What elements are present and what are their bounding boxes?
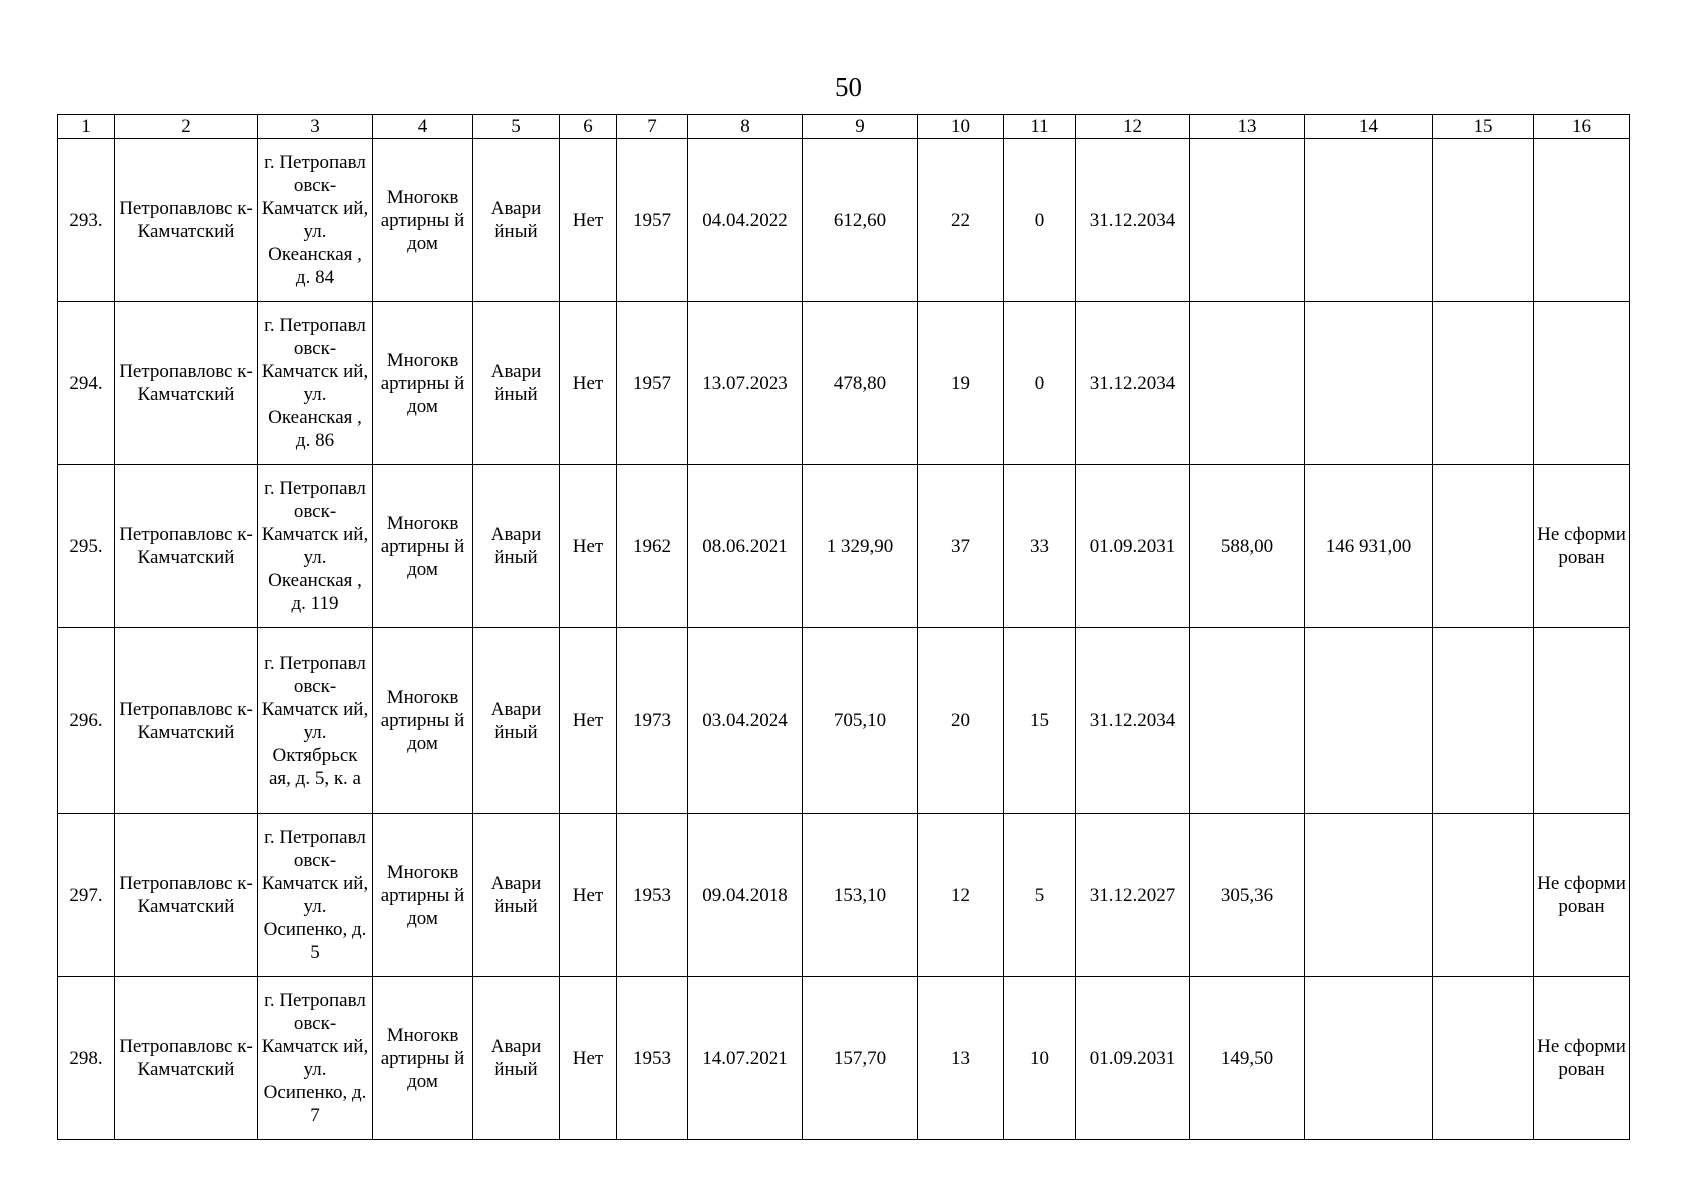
area-cell: 705,10 [803, 628, 918, 814]
area-cell: 612,60 [803, 139, 918, 302]
building-type-cell: Многокв артирны й дом [373, 302, 473, 465]
col15-cell [1433, 814, 1534, 977]
col10-cell: 12 [918, 814, 1004, 977]
table-row [58, 465, 1630, 628]
address-cell: г. Петропавл овск-Камчатск ий, ул. Октябрьск ая, д. 5, к. а [258, 628, 373, 814]
col16-cell: Не сформи рован [1534, 814, 1630, 977]
table-row [58, 628, 1630, 814]
col15-cell [1433, 465, 1534, 628]
year-cell: 1953 [617, 977, 688, 1140]
housing-registry-table [57, 114, 1630, 1140]
column-header: 14 [1305, 115, 1433, 139]
municipality-cell: Петропавловс к-Камчатский [115, 465, 258, 628]
deadline-date-cell: 31.12.2034 [1076, 302, 1190, 465]
municipality-cell: Петропавловс к-Камчатский [115, 302, 258, 465]
year-cell: 1953 [617, 814, 688, 977]
col13-cell: 305,36 [1190, 814, 1305, 977]
col13-cell [1190, 302, 1305, 465]
col6-cell: Нет [560, 139, 617, 302]
condition-cell: Авари йный [473, 302, 560, 465]
row-number-cell: 296. [58, 628, 115, 814]
column-header: 12 [1076, 115, 1190, 139]
recognition-date-cell: 14.07.2021 [688, 977, 803, 1140]
column-header: 7 [617, 115, 688, 139]
area-cell: 153,10 [803, 814, 918, 977]
area-cell: 1 329,90 [803, 465, 918, 628]
building-type-cell: Многокв артирны й дом [373, 814, 473, 977]
column-header: 9 [803, 115, 918, 139]
column-header: 3 [258, 115, 373, 139]
col16-cell [1534, 139, 1630, 302]
deadline-date-cell: 31.12.2027 [1076, 814, 1190, 977]
table-row [58, 814, 1630, 977]
col11-cell: 5 [1004, 814, 1076, 977]
col11-cell: 10 [1004, 977, 1076, 1140]
condition-cell: Авари йный [473, 465, 560, 628]
col11-cell: 0 [1004, 302, 1076, 465]
col14-cell [1305, 302, 1433, 465]
col14-cell: 146 931,00 [1305, 465, 1433, 628]
column-number-header-row [58, 115, 1630, 139]
col15-cell [1433, 139, 1534, 302]
col13-cell: 588,00 [1190, 465, 1305, 628]
col11-cell: 15 [1004, 628, 1076, 814]
col11-cell: 33 [1004, 465, 1076, 628]
municipality-cell: Петропавловс к-Камчатский [115, 814, 258, 977]
condition-cell: Авари йный [473, 977, 560, 1140]
building-type-cell: Многокв артирны й дом [373, 139, 473, 302]
deadline-date-cell: 31.12.2034 [1076, 139, 1190, 302]
col6-cell: Нет [560, 628, 617, 814]
column-header: 11 [1004, 115, 1076, 139]
table-row [58, 139, 1630, 302]
column-header: 15 [1433, 115, 1534, 139]
deadline-date-cell: 01.09.2031 [1076, 977, 1190, 1140]
address-cell: г. Петропавл овск-Камчатск ий, ул. Океанская , д. 119 [258, 465, 373, 628]
address-cell: г. Петропавл овск-Камчатск ий, ул. Океанская , д. 86 [258, 302, 373, 465]
column-header: 6 [560, 115, 617, 139]
col10-cell: 13 [918, 977, 1004, 1140]
municipality-cell: Петропавловс к-Камчатский [115, 977, 258, 1140]
col14-cell [1305, 628, 1433, 814]
address-cell: г. Петропавл овск-Камчатск ий, ул. Океанская , д. 84 [258, 139, 373, 302]
page-number: 50 [835, 72, 862, 102]
col15-cell [1433, 628, 1534, 814]
recognition-date-cell: 08.06.2021 [688, 465, 803, 628]
col6-cell: Нет [560, 465, 617, 628]
column-header: 5 [473, 115, 560, 139]
building-type-cell: Многокв артирны й дом [373, 465, 473, 628]
col10-cell: 20 [918, 628, 1004, 814]
column-header: 13 [1190, 115, 1305, 139]
area-cell: 478,80 [803, 302, 918, 465]
condition-cell: Авари йный [473, 139, 560, 302]
condition-cell: Авари йный [473, 628, 560, 814]
col14-cell [1305, 977, 1433, 1140]
row-number-cell: 294. [58, 302, 115, 465]
recognition-date-cell: 04.04.2022 [688, 139, 803, 302]
col6-cell: Нет [560, 814, 617, 977]
municipality-cell: Петропавловс к-Камчатский [115, 628, 258, 814]
row-number-cell: 297. [58, 814, 115, 977]
column-header: 16 [1534, 115, 1630, 139]
recognition-date-cell: 13.07.2023 [688, 302, 803, 465]
col13-cell: 149,50 [1190, 977, 1305, 1140]
col11-cell: 0 [1004, 139, 1076, 302]
year-cell: 1957 [617, 139, 688, 302]
building-type-cell: Многокв артирны й дом [373, 628, 473, 814]
col16-cell [1534, 302, 1630, 465]
row-number-cell: 295. [58, 465, 115, 628]
col13-cell [1190, 139, 1305, 302]
col15-cell [1433, 302, 1534, 465]
table-row [58, 977, 1630, 1140]
col13-cell [1190, 628, 1305, 814]
year-cell: 1973 [617, 628, 688, 814]
building-type-cell: Многокв артирны й дом [373, 977, 473, 1140]
table-row [58, 302, 1630, 465]
col16-cell: Не сформи рован [1534, 977, 1630, 1140]
col15-cell [1433, 977, 1534, 1140]
condition-cell: Авари йный [473, 814, 560, 977]
col14-cell [1305, 814, 1433, 977]
column-header: 1 [58, 115, 115, 139]
row-number-cell: 298. [58, 977, 115, 1140]
address-cell: г. Петропавл овск-Камчатск ий, ул. Осипенко, д. 5 [258, 814, 373, 977]
row-number-cell: 293. [58, 139, 115, 302]
address-cell: г. Петропавл овск-Камчатск ий, ул. Осипенко, д. 7 [258, 977, 373, 1140]
col6-cell: Нет [560, 977, 617, 1140]
year-cell: 1957 [617, 302, 688, 465]
col16-cell: Не сформи рован [1534, 465, 1630, 628]
col14-cell [1305, 139, 1433, 302]
area-cell: 157,70 [803, 977, 918, 1140]
year-cell: 1962 [617, 465, 688, 628]
column-header: 4 [373, 115, 473, 139]
col10-cell: 22 [918, 139, 1004, 302]
deadline-date-cell: 01.09.2031 [1076, 465, 1190, 628]
column-header: 8 [688, 115, 803, 139]
column-header: 10 [918, 115, 1004, 139]
deadline-date-cell: 31.12.2034 [1076, 628, 1190, 814]
column-header: 2 [115, 115, 258, 139]
col16-cell [1534, 628, 1630, 814]
col10-cell: 37 [918, 465, 1004, 628]
recognition-date-cell: 03.04.2024 [688, 628, 803, 814]
col10-cell: 19 [918, 302, 1004, 465]
recognition-date-cell: 09.04.2018 [688, 814, 803, 977]
municipality-cell: Петропавловс к-Камчатский [115, 139, 258, 302]
col6-cell: Нет [560, 302, 617, 465]
